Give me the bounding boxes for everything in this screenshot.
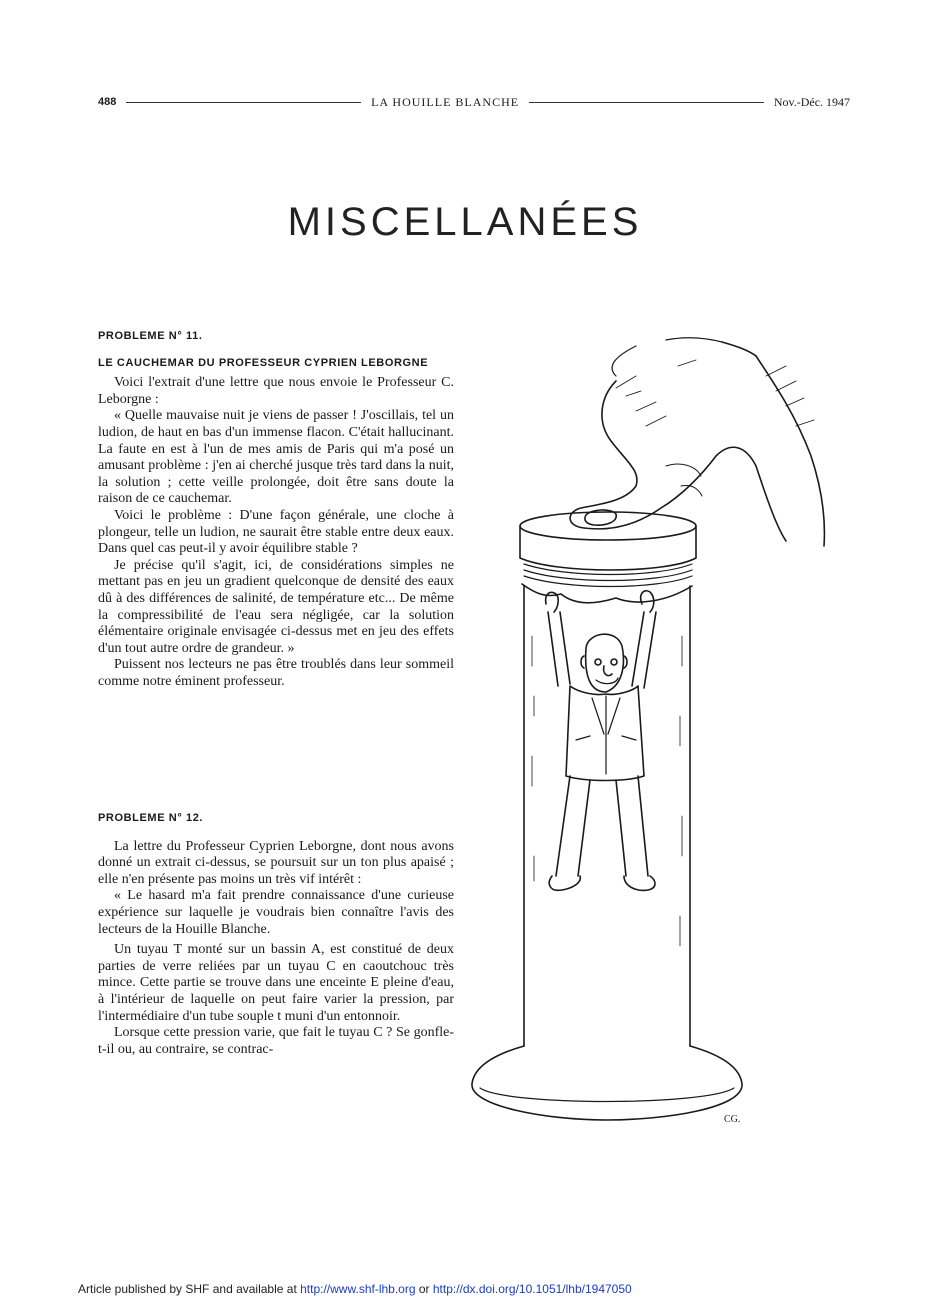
journal-title: LA HOUILLE BLANCHE <box>371 94 520 109</box>
issue-date: Nov.-Déc. 1947 <box>773 94 851 109</box>
paragraph: Puissent nos lecteurs ne pas être troublés dans leur sommeil comme notre éminent professeur. <box>98 657 454 689</box>
problem-11-heading: PROBLEME N° 11. <box>98 330 203 342</box>
footer-note <box>78 1282 632 1296</box>
problem-11-subheading: LE CAUCHEMAR DU PROFESSEUR CYPRIEN LEBORGNE <box>98 356 429 369</box>
paragraph: Voici l'extrait d'une lettre que nous envoie le Professeur C. Leborgne : <box>98 375 454 407</box>
page-number: 488 <box>98 96 117 108</box>
footer-link-shf[interactable]: http://www.shf-lhb.org <box>300 1282 416 1296</box>
hand-drawing <box>570 338 824 546</box>
man-drawing <box>546 591 656 891</box>
footer-middle: or <box>415 1282 433 1296</box>
problem-11-section <box>98 328 454 690</box>
header-rule-left <box>126 102 361 103</box>
footer-prefix: Article published by SHF and available at <box>78 1282 301 1296</box>
problem-12-heading: PROBLEME N° 12. <box>98 812 204 824</box>
jar-lid-drawing <box>520 512 696 603</box>
paragraph: « Quelle mauvaise nuit je viens de passer ! J'oscillais, tel un ludion, de haut en bas d'un immense flacon. C'était hallucinant. La faute en est à l'un de mes amis de Paris qui m'a posé un amusant problème : j'en ai cherché jusque très tard dans la nuit, la solution ; cette veille prolongée, doit être sans doute la raison de ce cauchemar. <box>98 408 454 507</box>
artist-signature: CG. <box>724 1114 741 1125</box>
paragraph: Voici le problème : D'une façon générale, une cloche à plongeur, telle un ludion, ne saurait être stable entre deux eaux. Dans quel cas peut-il y avoir équilibre stable ? <box>98 507 454 557</box>
paragraph: Lorsque cette pression varie, que fait le tuyau C ? Se gonfle-t-il ou, au contraire, se contrac- <box>98 1025 454 1057</box>
paragraph: La lettre du Professeur Cyprien Leborgne, dont nous avons donné un extrait ci-dessus, se poursuit sur un ton plus apaisé ; elle n'en présente pas moins un très vif intérêt : <box>98 838 454 887</box>
paragraph: Un tuyau T monté sur un bassin A, est constitué de deux parties de verre reliées par un tuyau C en caoutchouc très mince. Cette partie se trouve dans une enceinte E pleine d'eau, à l'intérieur de laquelle on peut faire varier la pression, par l'intermédiaire d'un tube souple t muni d'un entonnoir. <box>98 942 454 1024</box>
cartoon-illustration <box>466 336 846 1136</box>
header-rule-right <box>529 102 764 103</box>
paragraph: Je précise qu'il s'agit, ici, de considérations simples ne mettant pas en jeu un gradient quelconque de densité des eaux dû à des différences de salinité, de température etc... De même la compressibilité de l'eau sera négligée, car la solution élémentaire originale envisagée ci-dessus met en jeu des effets d'un tout autre ordre de grandeur. » <box>98 557 454 656</box>
paragraph: « Le hasard m'a fait prendre connaissance d'une curieuse expérience sur laquelle je voudrais bien connaître l'avis des lecteurs de la Houille Blanche. <box>98 888 454 937</box>
footer-link-doi[interactable]: http://dx.doi.org/10.1051/lhb/1947050 <box>432 1282 632 1296</box>
page-title: MISCELLANÉES <box>287 200 643 244</box>
running-header <box>98 92 850 112</box>
jar-body-drawing <box>472 586 742 1120</box>
problem-12-section <box>98 810 454 1058</box>
